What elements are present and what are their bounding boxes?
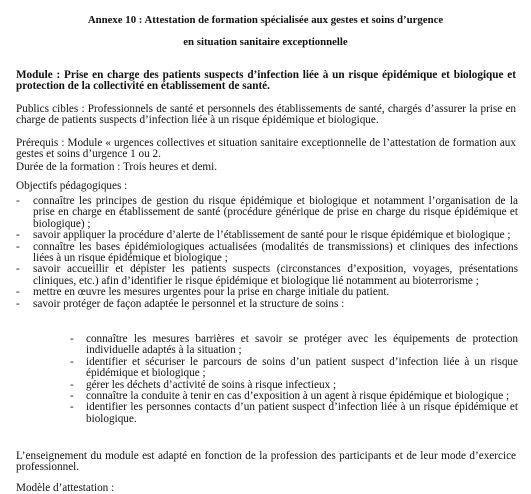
objectifs-list	[16, 196, 518, 310]
list-item	[16, 299, 518, 310]
annex-title-line2: en situation sanitaire exceptionnelle	[183, 36, 348, 48]
sub-list-item-text: connaître la conduite à tenir en cas d’exposition à un agent à risque épidémique et biologique ;	[86, 390, 510, 403]
dash-marker: -	[16, 240, 20, 253]
list-item-text: savoir appliquer la procédure d’alerte de l’établissement de santé pour le risque épidémique et biologique ;	[33, 229, 511, 242]
dash-marker: -	[16, 297, 20, 310]
sous-objectifs-list	[70, 334, 518, 425]
prerequis-paragraph: Prérequis : Module « urgences collectives et situation sanitaire exceptionnelle de l’attestation de formation aux gestes et soins d’urgence 1 ou 2.	[16, 137, 516, 161]
sub-list-item-text: identifier et sécuriser le parcours de soins d’un patient suspect d’infection liée à un risque épidémique et biologique ;	[86, 355, 518, 380]
dash-marker: -	[70, 390, 74, 403]
module-heading: Module : Prise en charge des patients suspects d’infection liée à un risque épidémique et biologique et protection de la collectivité en établissement de santé.	[16, 69, 516, 93]
list-item-text: savoir protéger de façon adaptée le personnel et la structure de soins :	[33, 297, 345, 310]
list-item-text: mettre en œuvre les mesures urgentes pour la prise en charge initiale du patient.	[33, 286, 390, 299]
sub-list-item-text: connaître les mesures barrières et savoir se protéger avec les équipements de protection individuelle adaptés à la situation ;	[86, 333, 518, 357]
duree-paragraph: Durée de la formation : Trois heures et demi.	[16, 161, 218, 173]
dash-marker: -	[70, 333, 74, 345]
sub-list-item	[70, 402, 518, 425]
list-item-text: connaître les principes de gestion du risque épidémique et biologique et notamment l’organisation de la prise en charge en établissement de santé (procédure générique de prise en charge du risque épidémique et biologique) ;	[33, 195, 518, 230]
list-item-text: savoir accueillir et dépister les patients suspects (circonstances d’exposition, voyages, présentations cliniques, etc.) afin d’identifier le risque épidémique et biologique lié notamment au bioterrorisme ;	[33, 263, 518, 287]
sub-list-item	[70, 357, 518, 380]
dash-marker: -	[16, 229, 20, 242]
sub-list-item-text: gérer les déchets d’activité de soins à risque infectieux ;	[86, 378, 337, 391]
closing-paragraph: L’enseignement du module est adapté en fonction de la profession des participants et de leur mode d’exercice professionnel.	[16, 450, 516, 474]
list-item	[16, 242, 518, 265]
objectifs-heading: Objectifs pédagogiques :	[16, 180, 128, 192]
annex-title-line1: Annexe 10 : Attestation de formation spécialisée aux gestes et soins d’urgence	[87, 14, 444, 26]
dash-marker: -	[16, 263, 20, 276]
sub-list-item	[70, 334, 518, 357]
dash-marker: -	[70, 401, 74, 414]
publics-cibles-paragraph: Publics cibles : Professionnels de santé et personnels des établissements de santé, chargés d’assurer la prise en charge de patients suspects d’infection liée à un risque épidémique et biologique.	[16, 103, 516, 127]
dash-marker: -	[16, 286, 20, 299]
list-item	[16, 264, 518, 287]
list-item-text: connaître les bases épidémiologiques actualisées (modalités de transmissions) et cliniques des infections liées à un risque épidémique et biologique ;	[33, 240, 518, 265]
dash-marker: -	[70, 355, 74, 368]
list-item	[16, 196, 518, 230]
dash-marker: -	[70, 378, 74, 391]
sub-list-item-text: identifier les personnes contacts d’un patient suspect d’infection liée à un risque épidémique et biologique.	[86, 401, 518, 425]
dash-marker: -	[16, 195, 20, 207]
modele-attestation-heading: Modèle d’attestation :	[16, 482, 115, 494]
